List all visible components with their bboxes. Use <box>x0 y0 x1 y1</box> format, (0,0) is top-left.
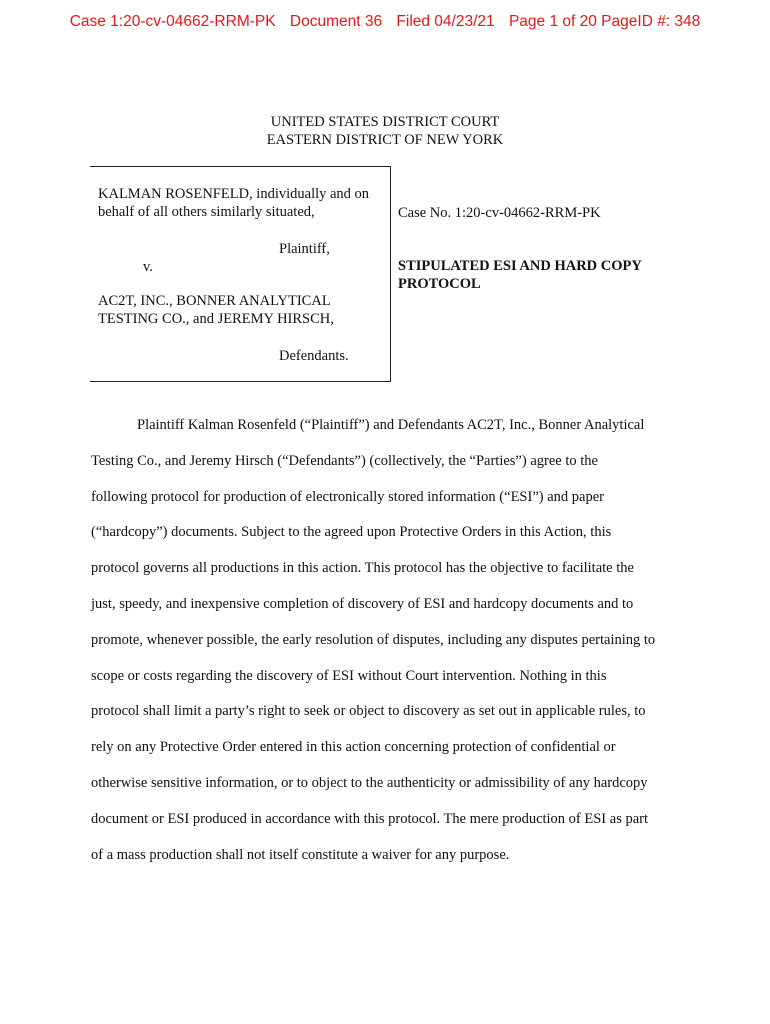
document-title-line2: PROTOCOL <box>398 276 481 292</box>
plaintiff-role: Plaintiff, <box>279 241 330 257</box>
body-line: Testing Co., and Jeremy Hirsch (“Defendants”) (collectively, the “Parties”) agree to the <box>91 452 598 469</box>
defendants-name-line1: AC2T, INC., BONNER ANALYTICAL <box>98 293 331 309</box>
plaintiff-name-line1: KALMAN ROSENFELD, individually and on <box>98 186 370 202</box>
header-document-number: Document 36 <box>289 13 383 30</box>
body-line: of a mass production shall not itself constitute a waiver for any purpose. <box>91 846 510 863</box>
body-paragraph <box>91 408 681 873</box>
plaintiff-name-line2: behalf of all others similarly situated, <box>98 204 315 220</box>
case-number: Case No. 1:20-cv-04662-RRM-PK <box>398 205 601 221</box>
body-line: following protocol for production of electronically stored information (“ESI”) and paper <box>91 488 604 505</box>
court-district: EASTERN DISTRICT OF NEW YORK <box>266 132 504 148</box>
body-line: otherwise sensitive information, or to object to the authenticity or admissibility of any hardcopy <box>91 774 648 791</box>
body-line: promote, whenever possible, the early resolution of disputes, including any disputes pertaining to <box>91 631 656 648</box>
court-heading <box>0 113 770 149</box>
court-name: UNITED STATES DISTRICT COURT <box>270 114 500 130</box>
body-line: rely on any Protective Order entered in this action concerning protection of confidential or <box>91 739 616 756</box>
body-line: scope or costs regarding the discovery of ESI without Court intervention. Nothing in this <box>91 667 607 684</box>
body-line: protocol governs all productions in this action. This protocol has the objective to facilitate the <box>91 560 634 577</box>
body-line: document or ESI produced in accordance with this protocol. The mere production of ESI as part <box>91 810 649 827</box>
header-filed-date: Filed 04/23/21 <box>396 13 495 30</box>
body-line: just, speedy, and inexpensive completion of discovery of ESI and hardcopy documents and to <box>91 595 634 612</box>
defendants-name-line2: TESTING CO., and JEREMY HIRSCH, <box>98 311 334 327</box>
body-line: (“hardcopy”) documents. Subject to the agreed upon Protective Orders in this Action, this <box>91 524 612 541</box>
filing-header <box>0 13 770 31</box>
header-page-info: Page 1 of 20 PageID #: 348 <box>508 13 701 30</box>
versus-label: v. <box>143 259 153 275</box>
document-title <box>398 257 678 293</box>
document-title-line1: STIPULATED ESI AND HARD COPY <box>398 258 642 274</box>
body-line: protocol shall limit a party’s right to seek or object to discovery as set out in applicable rules, to <box>91 703 646 720</box>
body-line: Plaintiff Kalman Rosenfeld (“Plaintiff”) and Defendants AC2T, Inc., Bonner Analytical <box>137 417 645 433</box>
header-case-number: Case 1:20-cv-04662-RRM-PK <box>69 13 276 30</box>
defendants-role: Defendants. <box>279 348 349 364</box>
